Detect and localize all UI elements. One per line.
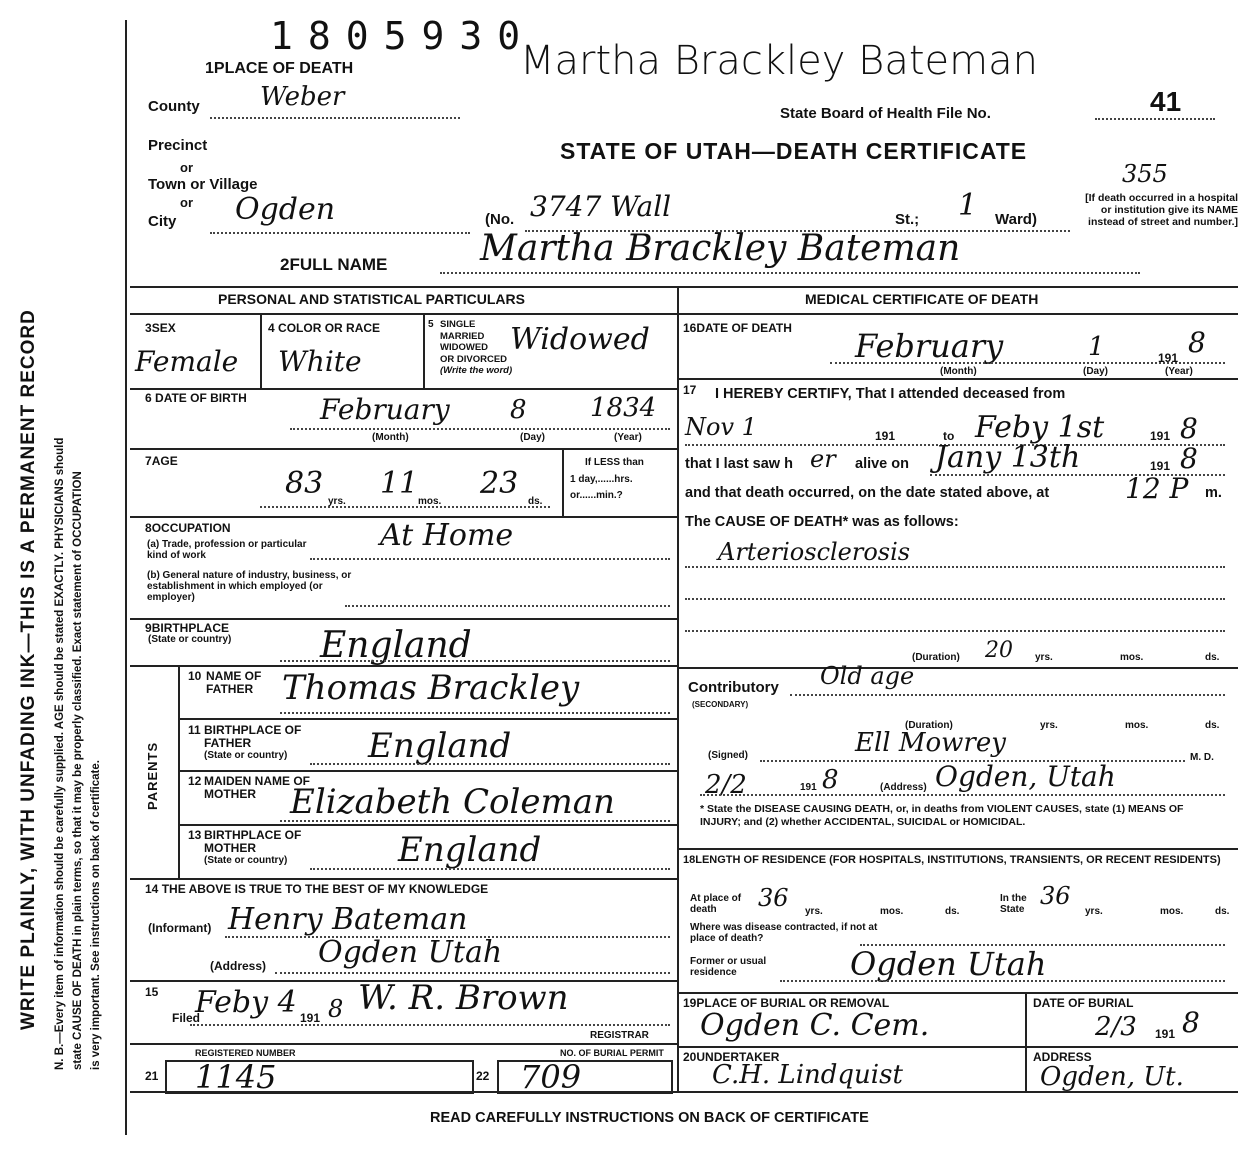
attended-from: Nov 1: [685, 413, 757, 441]
margin-note-line3: is very important. See instructions on back of certificate.: [90, 760, 102, 1070]
father-birthplace-value: England: [368, 726, 512, 766]
undertaker-address: Ogden, Ut.: [1040, 1062, 1184, 1092]
registered-number: 1145: [195, 1058, 277, 1096]
informant-value: Henry Bateman: [228, 902, 468, 937]
residence-state-years: 36: [1040, 882, 1071, 910]
death-day: 1: [1088, 332, 1105, 362]
file-no-label: State Board of Health File No.: [780, 105, 991, 122]
mother-birthplace-value: England: [398, 830, 542, 870]
certificate-number: 1805930: [270, 14, 536, 58]
registrar-label: REGISTRAR: [590, 1030, 649, 1041]
county-value: Weber: [260, 82, 345, 112]
mother-birthplace-label: BIRTHPLACE OF MOTHER: [204, 828, 302, 855]
registrar-value: W. R. Brown: [358, 978, 569, 1018]
sex-value: Female: [135, 345, 239, 378]
parents-label: PARENTS: [145, 741, 160, 810]
burial-date-label: DATE OF BURIAL: [1033, 996, 1134, 1010]
occupation-label: OCCUPATION: [151, 521, 231, 535]
registered-number-label: REGISTERED NUMBER: [195, 1048, 296, 1058]
undertaker-value: C.H. Lindquist: [712, 1060, 903, 1090]
burial-place-label: PLACE OF BURIAL OR REMOVAL: [696, 996, 890, 1010]
contributory-value: Old age: [820, 662, 915, 690]
city-value: Ogden: [235, 192, 336, 227]
dob-year: 1834: [590, 393, 657, 423]
cause-footnote: * State the DISEASE CAUSING DEATH, or, in deaths from VIOLENT CAUSES, state (1) MEANS OF INJURY; and (2) whether ACCIDENTAL, SUICIDAL or HOMICIDAL.: [700, 803, 1184, 828]
father-birthplace-label: BIRTHPLACE OF FATHER: [204, 723, 302, 750]
signed-date: 2/2: [705, 770, 747, 800]
date-of-death-label: DATE OF DEATH: [696, 321, 792, 335]
city-label: City: [148, 213, 177, 230]
burial-place-value: Ogden C. Cem.: [700, 1008, 930, 1043]
signed-value: Ell Mowrey: [855, 728, 1006, 758]
burial-permit-label: NO. OF BURIAL PERMIT: [560, 1048, 664, 1058]
birthplace-label: BIRTHPLACE: [151, 621, 230, 635]
place-of-death-label: PLACE OF DEATH: [213, 60, 354, 77]
full-name-value: Martha Brackley Bateman: [480, 228, 961, 269]
disease-contracted-label: Where was disease contracted, if not at place of death?: [690, 922, 878, 944]
signed-address: Ogden, Utah: [935, 760, 1116, 793]
cause-value: Arteriosclerosis: [718, 538, 911, 566]
medical-heading: MEDICAL CERTIFICATE OF DEATH: [805, 291, 1039, 307]
place-num: 1: [205, 60, 214, 77]
duration-years: 20: [985, 638, 1013, 663]
residence-place-years: 36: [758, 884, 789, 912]
dob-day: 8: [510, 395, 527, 425]
street-value: 3747 Wall: [530, 190, 672, 223]
certificate-title: STATE OF UTAH—DEATH CERTIFICATE: [560, 138, 1028, 164]
last-saw-value: Jany 13th: [935, 440, 1081, 475]
death-year: 8: [1188, 326, 1206, 359]
ward-label: Ward): [995, 211, 1037, 228]
death-month: February: [855, 327, 1004, 365]
certify-statement: I HEREBY CERTIFY, That I attended deceased from: [715, 386, 1066, 402]
mother-label: MAIDEN NAME OF MOTHER: [204, 774, 310, 801]
filed-label: Filed: [172, 1011, 201, 1025]
birthplace-value: England: [320, 625, 472, 666]
last-saw-label: that I last saw h: [685, 456, 793, 472]
margin-note-line1: N. B.—Every item of information should be carefully supplied. AGE should be stated EXACTLY. PHYSICIANS should: [54, 437, 66, 1070]
race-value: White: [278, 345, 362, 378]
margin-note-line2: state CAUSE OF DEATH in plain terms, so that it may be properly classified. Exact statement of OCCUPATION: [72, 471, 84, 1070]
st-label: St.;: [895, 211, 920, 228]
handwritten-top-name: Martha Brackley Bateman: [520, 38, 1038, 84]
marital-value: Widowed: [510, 322, 650, 357]
dob-month: February: [320, 393, 450, 426]
race-label: COLOR OR RACE: [278, 321, 381, 335]
hospital-note: [If death occurred in a hospital or institution give its NAME instead of street and number.]: [1085, 192, 1238, 228]
margin-warning: WRITE PLAINLY, WITH UNFADING INK—THIS IS A PERMANENT RECORD: [18, 309, 39, 1030]
father-value: Thomas Brackley: [282, 668, 580, 708]
former-residence-label: Former or usual residence: [690, 956, 767, 978]
burial-date-value: 2/3: [1095, 1012, 1137, 1042]
sex-label: SEX: [151, 321, 176, 335]
county-label: County: [148, 98, 200, 115]
age-years: 83: [285, 466, 324, 501]
precinct-label: Precinct: [148, 137, 208, 154]
town-label: Town or Village: [148, 176, 258, 193]
certificate-page: WRITE PLAINLY, WITH UNFADING INK—THIS IS A PERMANENT RECORD N. B.—Every item of information should be carefully supplied. AGE should be stated EXACTLY. PHYSICIANS should state CAUSE OF DEATH in plain terms, so that it may be properly classified. Exact statement of OCCUPATION is very important. See instructions on back of certificate. 1805930 Martha Brackley Bateman 1PLACE OF DEATH County Weber State Board of Health File No. 41 Precinct or Town or Village or City STATE OF UTAH—DEATH CERTIFICATE 355 [If death occurred in a hospital or institution give its NAME instead of street and number.] Ogden (No. 3747 Wall St.; 1 Ward) 2FULL NAME Martha Brackley Bateman PERSONAL AND STATISTICAL PARTICULARS 3SEX Female 4 COLOR OR RACE White 5 SINGLE MARRIED WIDOWED OR DIVORCED (Write the word) Widowed 6 DATE OF BIRTH February 8 1834 (Month) (Day) (Year) 7AGE 83 yrs. 11 mos. 23 ds. If LESS than 1 day,......hrs. or......min.? 8OCCUPATION (a) Trade, profession or particular kind of work At Home (b) General nature of industry, business, or establishment in which employed (or employer) 9BIRTHPLACE (State or country) England PARENTS 10 NAME OF FATHER Thomas Brackley 11 BIRTHPLACE OF FATHER (State or country) England 12 MAIDEN NAME OF MOTHER Elizabeth Coleman 13 BIRTHPLACE OF MOTHER (State or country) England 14 THE ABOVE IS TRUE TO THE BEST OF MY KNOWLEDGE (Informant) Henry Bateman (Address) Ogden Utah 15 Filed Feby 4 191 8 W. R. Brown REGISTRAR REGISTERED NUMBER NO. OF BURIAL PERMIT 21 1145 22 709 MEDICAL CERTIFICATE OF DEATH 16DATE OF DEATH February 1 191 8 (Month) (Day) (Year) 17 I HEREBY CERTIFY, That I attended deceased from Nov 1 191 to Feby 1st 191 8 that I last saw h er alive on Jany 13th 191 8 and that death occurred, on the date stated above, at 12 P m. The CAUSE OF DEATH* was as follows: Arteriosclerosis (Duration) 20 yrs. mos. ds. Contributory (SECONDARY) Old age (Duration) yrs. mos. ds. (Signed) Ell Mowrey M. D. 2/2 191 8 (Address) Ogden, Utah * State the DISEASE CAUSING DEATH, or, in deaths from VIOLENT CAUSES, state (1) MEANS OF INJURY; and (2) whether ACCIDENTAL, SUICIDAL or HOMICIDAL. 18LENGTH OF RESIDENCE (FOR HOSPITALS, INSTITUTIONS, TRANSIENTS, OR RECENT RESIDENTS) At place of death 36 yrs. mos. ds. In the State 36 yrs. mos. ds. Where was disease contracted, if not at place of death? Former or usual residence Ogden Utah 19PLACE OF BURIAL OR REMOVAL Ogden C. Cem. DATE OF BURIAL 2/3 191 8 20UNDERTAKER C.H. Lindquist ADDRESS Ogden, Ut. READ CAREFULLY INSTRUCTIONS ON BACK OF CERTIFICATE: [0, 0, 1250, 1164]
undertaker-address-label: ADDRESS: [1033, 1050, 1092, 1064]
father-label: NAME OF FATHER: [206, 669, 262, 696]
filed-date: Feby 4: [195, 985, 297, 1020]
dob-label: DATE OF BIRTH: [155, 391, 247, 405]
informant-address: Ogden Utah: [318, 935, 503, 970]
age-months: 11: [380, 466, 419, 501]
mother-value: Elizabeth Coleman: [290, 782, 615, 822]
occupation-value: At Home: [380, 518, 514, 553]
personal-heading: PERSONAL AND STATISTICAL PARTICULARS: [218, 291, 525, 307]
death-time: 12 P: [1125, 472, 1189, 505]
residence-label: LENGTH OF RESIDENCE (FOR HOSPITALS, INSTITUTIONS, TRANSIENTS, OR RECENT RESIDENTS): [695, 854, 1221, 866]
cause-label: The CAUSE OF DEATH* was as follows:: [685, 514, 959, 530]
burial-permit-number: 709: [520, 1058, 582, 1096]
less-than-label: If LESS than: [585, 457, 644, 468]
full-name-label: FULL NAME: [289, 255, 388, 274]
attended-to: Feby 1st: [975, 410, 1105, 445]
marital-options: SINGLE MARRIED WIDOWED OR DIVORCED (Write the word): [440, 319, 513, 376]
former-residence-value: Ogden Utah: [850, 945, 1047, 983]
note-value: 355: [1122, 160, 1168, 188]
death-time-label: and that death occurred, on the date stated above, at: [685, 485, 1050, 501]
footer-instructions: READ CAREFULLY INSTRUCTIONS ON BACK OF CERTIFICATE: [430, 1110, 869, 1126]
informant-statement: THE ABOVE IS TRUE TO THE BEST OF MY KNOWLEDGE: [161, 882, 489, 896]
age-label: AGE: [151, 454, 178, 468]
street-no-label: (No.: [485, 211, 515, 228]
ward-value: 1: [958, 188, 978, 223]
file-no-value: 41: [1150, 86, 1182, 117]
filed-year: 8: [328, 995, 344, 1023]
undertaker-label: UNDERTAKER: [696, 1050, 780, 1064]
contributory-label: Contributory: [688, 679, 779, 696]
age-days: 23: [480, 466, 519, 501]
